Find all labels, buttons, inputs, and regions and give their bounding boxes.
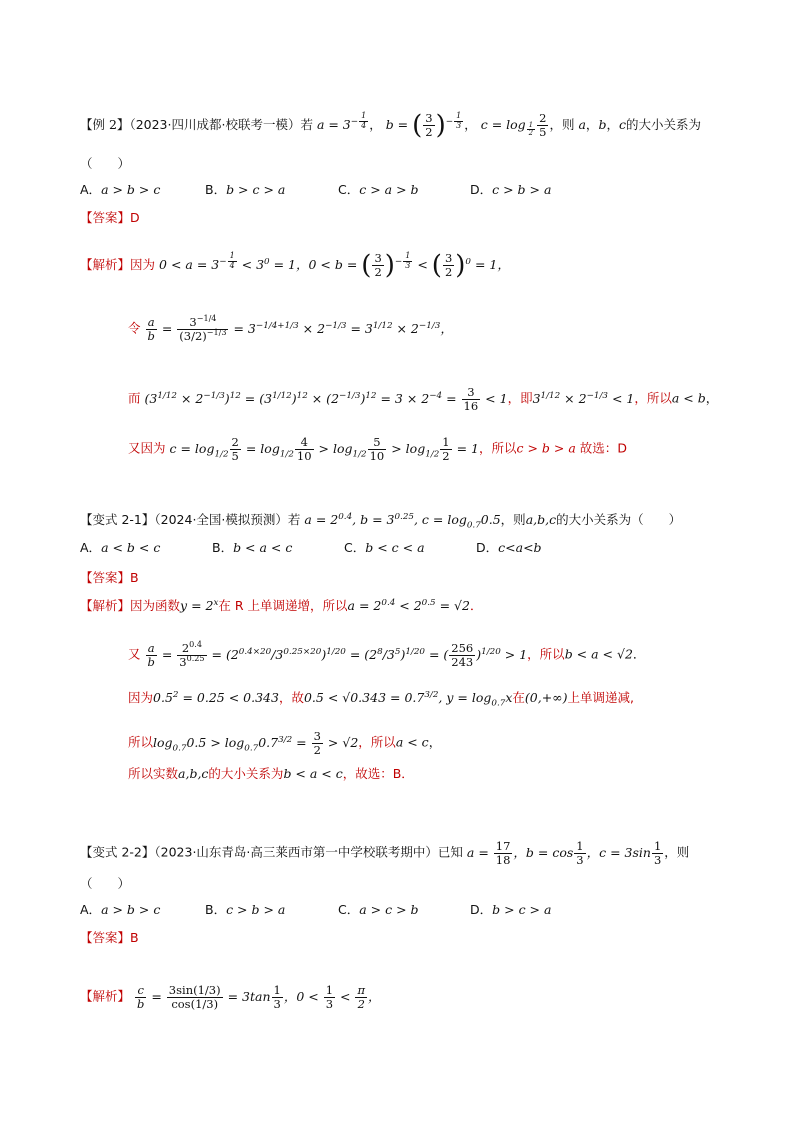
option-c: C．c > a > b [338, 182, 419, 197]
option-c: C．b < c < a [344, 540, 425, 555]
variant-2-1-solution-line2: 又 $\frac{a}{b}$ = $\frac{2^{0.4}}{3^{0.25}}$ = $(2^{0.4\times 20}/3^{0.25\times 20})^{1/20} = (2^8/3^5)^{1/20}$ = ( $\frac{256}{243}$ )$^{1/20}$ > 1，所以b < a < √2． [128, 640, 646, 669]
option-b: B．b > c > a [205, 182, 286, 197]
variant-2-1-solution-line3: 因为$0.5^2 = 0.25 < 0.343$，故$0.5 < √0.343 = 0.7^{3/2}$, $y = \log_{0.7}x$在(0,+∞)上单调递减, [128, 689, 634, 709]
example-tag: 【例 2】 [80, 116, 130, 132]
example-2-blank: （ ） [80, 156, 131, 171]
variant-2-2-question: 【变式 2-2】（2023·山东青岛·高三莱西市第一中学校联考期中）已知 a = $\frac{17}{18}$ ，b = cos $\frac{1}{3}$ ，c = 3sin $\frac{1}{3}$ ，则 [80, 839, 690, 867]
variant-2-1-answer: 【答案】B [80, 570, 139, 585]
math-a-def: $a = 3^{- \frac{1}{4}}$ [316, 111, 367, 132]
option-a: A．a < b < c [80, 540, 161, 555]
example-2-question: 【例 2】（2023·四川成都·校联考一模）若 $a = 3^{- \frac{1}{4}}$ ， b = ( $\frac{3}{2}$ )$^{- \frac{1}{3}}$ ， c = log $_{\frac{1}{2}}$ $\frac{2}{5}$ ，则 a，b，c的大小关系为 [80, 110, 701, 141]
variant-2-1-solution-line4: 所以$\log_{0.7}0.5 > \log_{0.7}0.7^{3/2}$ = $\frac{3}{2}$ > √2，所以a < c， [128, 729, 442, 757]
example-2-answer: 【答案】D [80, 210, 140, 225]
variant-2-1-question: 【变式 2-1】（2024·全国·模拟预测）若 $a = 2^{0.4}$, $b = 3^{0.25}$, $c = \log_{0.7}0.5$，则a,b,c的大小关系为（ ） [80, 511, 682, 531]
option-d: D．c<a<b [476, 540, 542, 555]
example-source: （2023·四川成都·校联考一模）若 [129, 116, 313, 132]
variant-2-2-solution-line1: 【解析】 $\frac{c}{b}$ = $\frac{3\sin(1/3)}{\cos(1/3)}$ = 3tan $\frac{1}{3}$ ，0 < $\frac{1}{3}$ < $\frac{\pi}{2}$ ， [80, 983, 381, 1011]
option-b: B．c > b > a [205, 902, 286, 917]
option-d: D．b > c > a [470, 902, 552, 917]
math-c-def: c = log $_{\frac{1}{2}}$ $\frac{2}{5}$ [480, 111, 547, 139]
example-2-solution-line2: 令 $\frac{a}{b}$ = $\frac{3^{-1/4}}{(3/2)^{-1/3}}$ = $3^{-1/4+1/3} \times 2^{-1/3} = 3^{1/12} \times 2^{-1/3}$， [128, 314, 453, 343]
variant-2-1-solution-line5: 所以实数a,b,c的大小关系为b < a < c，故选：B． [128, 766, 414, 781]
variant-2-2-blank: （ ） [80, 876, 131, 891]
math-b-def: b = ( $\frac{3}{2}$ )$^{- \frac{1}{3}}$ [385, 110, 462, 141]
option-b: B．b < a < c [212, 540, 293, 555]
example-2-solution-line3: 而 $(3^{1/12} \times 2^{-1/3})^{12} = (3^{1/12})^{12} \times (2^{-1/3})^{12} = 3 \times 2^{-4}$ = $\frac{3}{16}$ < 1，即$3^{1/12} \times 2^{-1/3} < 1$，所以a < b， [128, 385, 719, 413]
example-2-solution-line4: 又因为 $c = \log_{1/2}$ $\frac{2}{5}$ = $\log_{1/2}$ $\frac{4}{10}$ > $\log_{1/2}$ $\frac{5}{10}$ > $\log_{1/2}$ $\frac{1}{2}$ = 1，所以c > b > a 故选：D [128, 435, 627, 463]
option-c: C．a > c > b [338, 902, 419, 917]
variant-2-1-solution-line1: 【解析】因为函数$y = 2^x$在 R 上单调递增，所以$a = 2^{0.4} < 2^{0.5} = √2$． [80, 597, 483, 613]
variant-2-2-answer: 【答案】B [80, 930, 139, 945]
option-a: A．a > b > c [80, 902, 161, 917]
option-d: D．c > b > a [470, 182, 552, 197]
example-2-solution-line1: 【解析】因为 $0 < a = 3^{- \frac{1}{4}}$ < $3^0 = 1$，0 < b = ( $\frac{3}{2}$ )$^{- \frac{1}{3}}$ < ( $\frac{3}{2}$ )$^0$ = 1， [80, 250, 510, 281]
option-a: A．a > b > c [80, 182, 161, 197]
